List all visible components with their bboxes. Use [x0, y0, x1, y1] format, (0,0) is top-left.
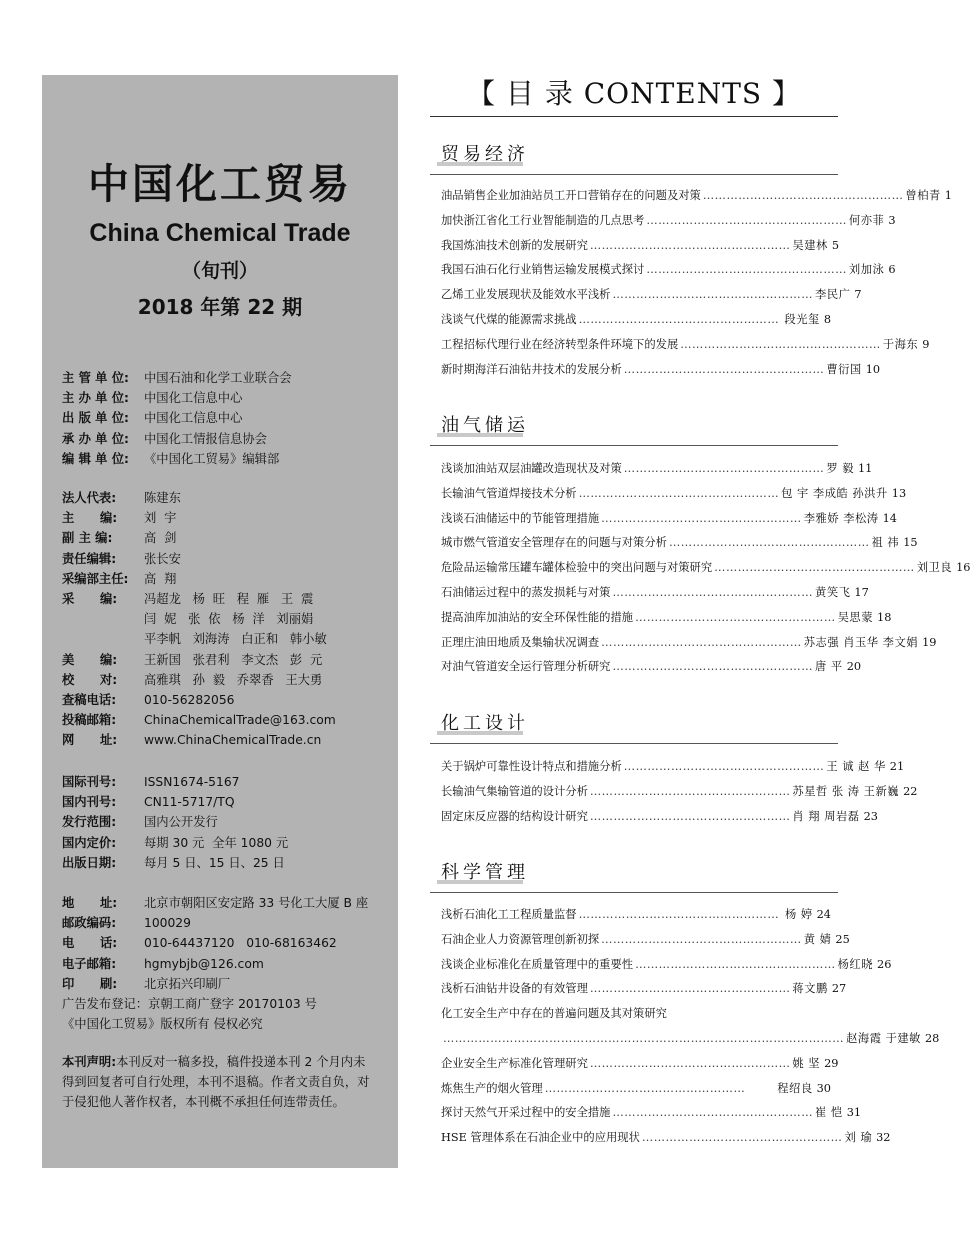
info-value: 高 翔 [144, 571, 177, 586]
toc-entry[interactable] [441, 805, 878, 830]
toc-page: 29 [824, 1056, 839, 1070]
toc-page: 7 [854, 288, 862, 302]
toc-authors: 李民广 [815, 288, 851, 302]
toc-page: 1 [944, 189, 952, 202]
section-title-text: 科学管理 [441, 862, 529, 883]
leader-dots: …………………………………………… [646, 213, 847, 227]
toc-entry[interactable] [441, 1077, 831, 1102]
toc-title: 乙烯工业发展现状及能效水平浅析 [441, 288, 611, 302]
section-title-text: 贸易经济 [441, 144, 529, 165]
toc-title: 对油气管道安全运行管理分析研究 [441, 660, 611, 674]
info-row [62, 893, 368, 913]
leader-dots: …………………………………………… [635, 957, 836, 971]
info-row [62, 974, 368, 994]
info-row [62, 670, 336, 690]
info-label: 副 主 编: [62, 531, 113, 546]
toc-authors: 李雅娇 李松涛 [803, 511, 879, 525]
toc-title: 正理庄油田地质及集输状况调查 [441, 635, 600, 649]
toc-title: 固定床反应器的结构设计研究 [441, 809, 588, 823]
info-label: 电子邮箱: [62, 956, 117, 971]
info-label: 主 编: [62, 511, 118, 526]
leader-dots: …………………………………………… [623, 362, 825, 376]
info-row [62, 812, 288, 832]
toc-authors: 杨红晓 [837, 957, 874, 971]
info-label: 采编部主任: [62, 571, 129, 586]
toc-entry[interactable] [441, 1002, 831, 1027]
info-row [62, 488, 336, 508]
toc-title: 我国石油石化行业销售运输发展模式探讨 [441, 263, 645, 277]
toc-authors: 王 诚 赵 华 [826, 760, 886, 773]
toc-entry-continued[interactable] [441, 1027, 940, 1052]
info-value: 冯超龙 杨 旺 程 雁 王 震 [144, 591, 314, 606]
toc-entry[interactable] [441, 234, 840, 259]
toc-entry[interactable] [441, 1126, 891, 1151]
toc-entry[interactable] [441, 358, 881, 383]
journal-notice [62, 1052, 372, 1113]
toc-entry[interactable] [441, 556, 970, 581]
section-title [441, 140, 529, 166]
leader-dots: …………………………………………… [714, 561, 915, 575]
toc-entry[interactable] [441, 531, 918, 556]
info-value: ISSN1674-5167 [144, 775, 240, 789]
toc-title: 长输油气集输管道的设计分析 [441, 784, 588, 798]
info-value: 闫 妮 张 依 杨 洋 刘丽娟 [144, 612, 314, 627]
leader-dots: ………………………………………………………………………………………… [443, 1031, 845, 1045]
toc-title: 炼焦生产的烟火管理 [441, 1081, 543, 1095]
info-row [62, 429, 292, 449]
info-row [62, 710, 336, 730]
toc-authors: 何亦菲 [848, 213, 885, 227]
toc-page: 9 [922, 337, 930, 351]
toc-entry[interactable] [441, 953, 892, 978]
info-value: www.ChinaChemicalTrade.cn [144, 733, 322, 748]
toc-entry[interactable] [441, 507, 897, 532]
info-label: 电 话: [62, 936, 118, 951]
leader-dots: …………………………………………… [544, 1081, 746, 1095]
ad-license: 广告发布登记：京朝工商广登字 20170103 号 [62, 996, 317, 1011]
info-row [62, 589, 336, 609]
contact-info [62, 893, 368, 1034]
toc-page: 17 [854, 585, 869, 599]
section-title [441, 858, 529, 884]
leader-dots: …………………………………………… [612, 1106, 814, 1120]
toc-authors: 杨 婷 [784, 908, 813, 921]
info-label: 地 址: [62, 896, 118, 910]
toc-title: 石油储运过程中的蒸发损耗与对策 [441, 585, 611, 599]
magazine-issue: 2018 年第 22 期 [137, 295, 303, 319]
leader-dots: …………………………………………… [612, 660, 814, 674]
toc-authors: 包 宇 李成皓 孙洪升 [781, 486, 888, 500]
toc-page: 20 [846, 660, 862, 674]
leader-dots: …………………………………………… [635, 610, 836, 624]
toc-title: HSE 管理体系在石油企业中的应用现状 [441, 1131, 640, 1145]
info-label: 投稿邮箱: [62, 713, 117, 728]
info-label: 美 编: [62, 652, 118, 667]
toc-page: 19 [922, 635, 937, 649]
leader-dots: …………………………………………… [680, 337, 881, 351]
info-row [62, 609, 336, 629]
info-label: 采 编: [62, 591, 118, 606]
info-value: 010-56282056 [144, 692, 235, 707]
toc-authors: 苏志强 肖玉华 李文娟 [803, 635, 919, 649]
toc-page: 23 [863, 809, 878, 823]
toc-page: 25 [835, 932, 850, 946]
toc-authors: 曹衍国 [826, 362, 862, 376]
toc-entry[interactable] [441, 209, 896, 234]
info-row [62, 549, 336, 569]
toc-title: 浅谈加油站双层油罐改造现状及对策 [441, 462, 622, 475]
info-label: 编 辑 单 位: [62, 451, 129, 466]
info-row [62, 569, 336, 589]
section-title-text: 油气储运 [441, 415, 529, 436]
section-divider [430, 445, 838, 446]
info-row [62, 690, 336, 710]
info-value: 《中国化工贸易》编辑部 [144, 451, 280, 466]
toc-authors: 黄 婧 [803, 932, 832, 946]
toc-title: 探讨天然气开采过程中的安全措施 [441, 1106, 611, 1120]
info-label: 国际刊号: [62, 775, 117, 789]
toc-entry[interactable] [441, 1101, 862, 1126]
toc-page: 28 [924, 1031, 940, 1045]
info-label: 承 办 单 位: [62, 431, 129, 446]
leader-dots: …………………………………………… [601, 932, 802, 946]
info-row [62, 528, 336, 548]
leader-dots: …………………………………………… [646, 263, 847, 277]
section-divider [430, 892, 838, 893]
leader-dots: …………………………………………… [589, 784, 791, 798]
toc-authors: 刘 瑜 [844, 1131, 873, 1145]
toc-authors: 吴思蒙 [837, 610, 874, 624]
info-value: 王新国 张君利 李文杰 彭 元 [144, 652, 323, 667]
toc-page: 27 [831, 982, 847, 996]
toc-title: 石油企业人力资源管理创新初探 [441, 932, 600, 946]
masthead-panel [42, 75, 398, 1168]
leader-dots: …………………………………………… [589, 1056, 791, 1070]
toc-authors: 唐 平 [815, 660, 843, 674]
toc-page: 3 [888, 213, 896, 227]
info-value: 100029 [144, 916, 191, 931]
toc-entry[interactable] [441, 184, 952, 209]
leader-dots: …………………………………………… [578, 312, 780, 326]
toc-entry[interactable] [441, 755, 905, 780]
info-row [62, 954, 368, 974]
info-value: CN11-5717/TQ [144, 795, 235, 810]
toc-authors: 吴建林 [792, 238, 828, 252]
toc-title: 危险品运输常压罐车罐体检验中的突出问题与对策研究 [441, 561, 713, 575]
info-value: hgmybjb@126.com [144, 956, 264, 971]
toc-title: 浅谈石油储运中的节能管理措施 [441, 511, 600, 525]
toc-entry[interactable] [441, 606, 892, 631]
section-title [441, 709, 529, 735]
leader-dots: …………………………………………… [623, 462, 825, 475]
info-row [62, 833, 288, 853]
toc-page: 26 [877, 957, 892, 971]
toc-page: 10 [865, 362, 881, 376]
info-row [62, 388, 292, 408]
toc-entry[interactable] [441, 928, 850, 953]
toc-authors: 祖 祎 [871, 536, 900, 550]
toc-entry[interactable] [441, 457, 873, 482]
toc-entry[interactable] [441, 581, 869, 606]
info-row [62, 650, 336, 670]
info-row [62, 508, 336, 528]
info-value: 每月 5 日、15 日、25 日 [144, 855, 285, 870]
info-label: 印 刷: [62, 976, 118, 991]
notice-text: 本刊反对一稿多投，稿件投递本刊 2 个月内未得到回复者可自行处理，本刊不退稿。作者文责自负，对于侵犯他人著作权者，本刊概不承担任何连带责任。 [62, 1055, 370, 1110]
info-label: 法人代表: [62, 491, 117, 505]
info-row [62, 629, 336, 649]
copyright: 《中国化工贸易》版权所有 侵权必究 [62, 1017, 263, 1032]
info-label: 责任编辑: [62, 551, 117, 566]
info-label: 网 址: [62, 733, 118, 748]
info-value: 陈建东 [144, 491, 181, 505]
info-value: 中国石油和化学工业联合会 [144, 371, 292, 385]
toc-title: 加快浙江省化工行业智能制造的几点思考 [441, 213, 645, 227]
toc-authors: 段光玺 [784, 312, 820, 326]
staff-info [62, 488, 336, 750]
info-row [62, 792, 288, 812]
toc-list [441, 457, 970, 680]
leader-dots: …………………………………………… [623, 760, 825, 773]
info-value: 中国化工信息中心 [144, 411, 243, 426]
toc-title: 浅谈企业标准化在质量管理中的重要性 [441, 957, 634, 971]
toc-entry[interactable] [441, 977, 847, 1002]
toc-title: 我国炼油技术创新的发展研究 [441, 238, 588, 252]
toc-list [441, 903, 940, 1151]
toc-title: 城市燃气管道安全管理存在的问题与对策分析 [441, 536, 667, 550]
leader-dots: …………………………………………… [612, 288, 814, 302]
toc-title: 浅析石油化工工程质量监督 [441, 908, 577, 921]
info-row [62, 449, 292, 469]
toc-authors: 罗 毅 [826, 462, 854, 475]
toc-authors: 姚 坚 [792, 1056, 821, 1070]
toc-entry[interactable] [441, 1052, 839, 1077]
toc-list [441, 755, 918, 829]
toc-title: 工程招标代理行业在经济转型条件环境下的发展 [441, 337, 679, 351]
toc-entry[interactable] [441, 283, 862, 308]
toc-page: 8 [823, 312, 831, 326]
info-value: 北京市朝阳区安定路 33 号化工大厦 B 座 [144, 896, 369, 910]
toc-page: 30 [816, 1081, 831, 1095]
toc-title: 浅谈气代煤的能源需求挑战 [441, 312, 577, 326]
section-title [441, 411, 529, 437]
toc-list [441, 184, 952, 382]
toc-entry[interactable] [441, 333, 930, 358]
info-value: ChinaChemicalTrade@163.com [144, 713, 336, 728]
info-value: 中国化工情报信息协会 [144, 431, 267, 446]
toc-title: 油品销售企业加油站员工开口营销存在的问题及对策 [441, 189, 701, 202]
toc-authors: 崔 恺 [815, 1106, 843, 1120]
publication-info [62, 772, 288, 873]
leader-dots: …………………………………………… [589, 809, 791, 823]
toc-authors: 苏星哲 张 涛 王新巍 [792, 784, 900, 798]
info-row [62, 913, 368, 933]
toc-page: 6 [888, 263, 896, 277]
info-value: 每期 30 元 全年 1080 元 [144, 835, 289, 850]
info-value: 平李帆 刘海涛 白正和 韩小敏 [144, 632, 327, 647]
info-row [62, 368, 292, 388]
toc-page: 13 [891, 486, 907, 500]
notice-label: 本刊声明: [62, 1055, 117, 1069]
magazine-title-en: China Chemical Trade [89, 219, 351, 247]
section-title-text: 化工设计 [441, 713, 529, 734]
leader-dots: …………………………………………… [612, 585, 814, 599]
toc-page: 18 [877, 610, 892, 624]
toc-page: 15 [903, 536, 918, 550]
toc-title: 提高油库加油站的安全环保性能的措施 [441, 610, 634, 624]
info-value: 中国化工信息中心 [144, 391, 243, 406]
info-label: 国内定价: [62, 835, 117, 850]
toc-entry[interactable] [441, 258, 896, 283]
info-value: 北京拓兴印刷厂 [144, 976, 231, 991]
info-label: 出 版 单 位: [62, 411, 129, 426]
toc-authors: 黄笑飞 [815, 585, 851, 599]
toc-authors: 曾柏青 [905, 189, 941, 202]
contents-divider [430, 116, 838, 117]
info-row [62, 772, 288, 792]
info-value: 国内公开发行 [144, 815, 218, 830]
toc-page: 5 [831, 238, 840, 252]
info-row [62, 853, 288, 873]
info-value: 张长安 [144, 551, 181, 566]
toc-authors: 于海东 [882, 337, 919, 351]
info-row [62, 408, 292, 428]
info-label: 主 办 单 位: [62, 391, 129, 406]
info-label: 出版日期: [62, 855, 117, 870]
toc-authors: 程绍良 [777, 1081, 813, 1095]
info-row [62, 933, 368, 953]
info-label: 查稿电话: [62, 692, 117, 707]
info-value: 010-64437120 010-68163462 [144, 936, 337, 951]
section-divider [430, 743, 838, 744]
toc-authors: 刘加泳 [848, 263, 885, 277]
toc-page: 22 [903, 784, 918, 798]
leader-dots: …………………………………………… [589, 982, 791, 996]
toc-authors: 蒋文鹏 [792, 982, 828, 996]
toc-entry[interactable] [441, 655, 862, 680]
toc-authors: 肖 翔 周岩磊 [792, 809, 860, 823]
toc-title: 化工安全生产中存在的普遍问题及其对策研究 [441, 1007, 667, 1021]
toc-page: 24 [816, 908, 831, 921]
toc-entry[interactable] [441, 780, 918, 805]
info-value: 高 剑 [144, 531, 177, 546]
toc-page: 32 [876, 1131, 891, 1145]
leader-dots: …………………………………………… [601, 511, 802, 525]
toc-page: 31 [846, 1106, 862, 1120]
toc-page: 11 [858, 462, 873, 475]
toc-title: 浅析石油钻井设备的有效管理 [441, 982, 588, 996]
info-label: 发行范围: [62, 815, 117, 830]
toc-page: 21 [889, 760, 905, 773]
toc-entry[interactable] [441, 631, 937, 656]
section-divider [430, 174, 838, 175]
toc-authors: 赵海霞 于建敏 [846, 1031, 921, 1045]
magazine-frequency: （旬刊） [181, 260, 258, 282]
info-label: 国内刊号: [62, 795, 117, 810]
toc-title: 长输油气管道焊接技术分析 [441, 486, 577, 500]
contents-header: 【 目 录 CONTENTS 】 [467, 77, 801, 110]
toc-title: 企业安全生产标准化管理研究 [441, 1056, 588, 1070]
publisher-info [62, 368, 292, 469]
toc-entry[interactable] [441, 308, 831, 333]
toc-entry[interactable] [441, 482, 907, 507]
info-label: 邮政编码: [62, 916, 117, 931]
toc-authors: 刘卫良 [916, 561, 953, 575]
leader-dots: …………………………………………… [578, 908, 780, 921]
info-label: 主 管 单 位: [62, 371, 129, 385]
toc-title: 关于锅炉可靠性设计特点和措施分析 [441, 760, 622, 773]
magazine-title-cn: 中国化工贸易 [88, 160, 352, 208]
info-value: 刘 宇 [144, 511, 177, 526]
leader-dots: …………………………………………… [641, 1131, 843, 1145]
leader-dots: …………………………………………… [589, 238, 791, 252]
toc-page: 14 [882, 511, 897, 525]
info-row [62, 730, 336, 750]
toc-entry[interactable] [441, 903, 831, 928]
leader-dots: …………………………………………… [702, 189, 904, 202]
leader-dots: …………………………………………… [601, 635, 802, 649]
toc-page: 16 [956, 561, 970, 575]
info-value: 高雅琪 孙 毅 乔翠香 王大勇 [144, 672, 323, 687]
toc-title: 新时期海洋石油钻井技术的发展分析 [441, 362, 622, 376]
info-label: 校 对: [62, 672, 118, 687]
leader-dots: …………………………………………… [668, 536, 870, 550]
leader-dots: …………………………………………… [578, 486, 780, 500]
